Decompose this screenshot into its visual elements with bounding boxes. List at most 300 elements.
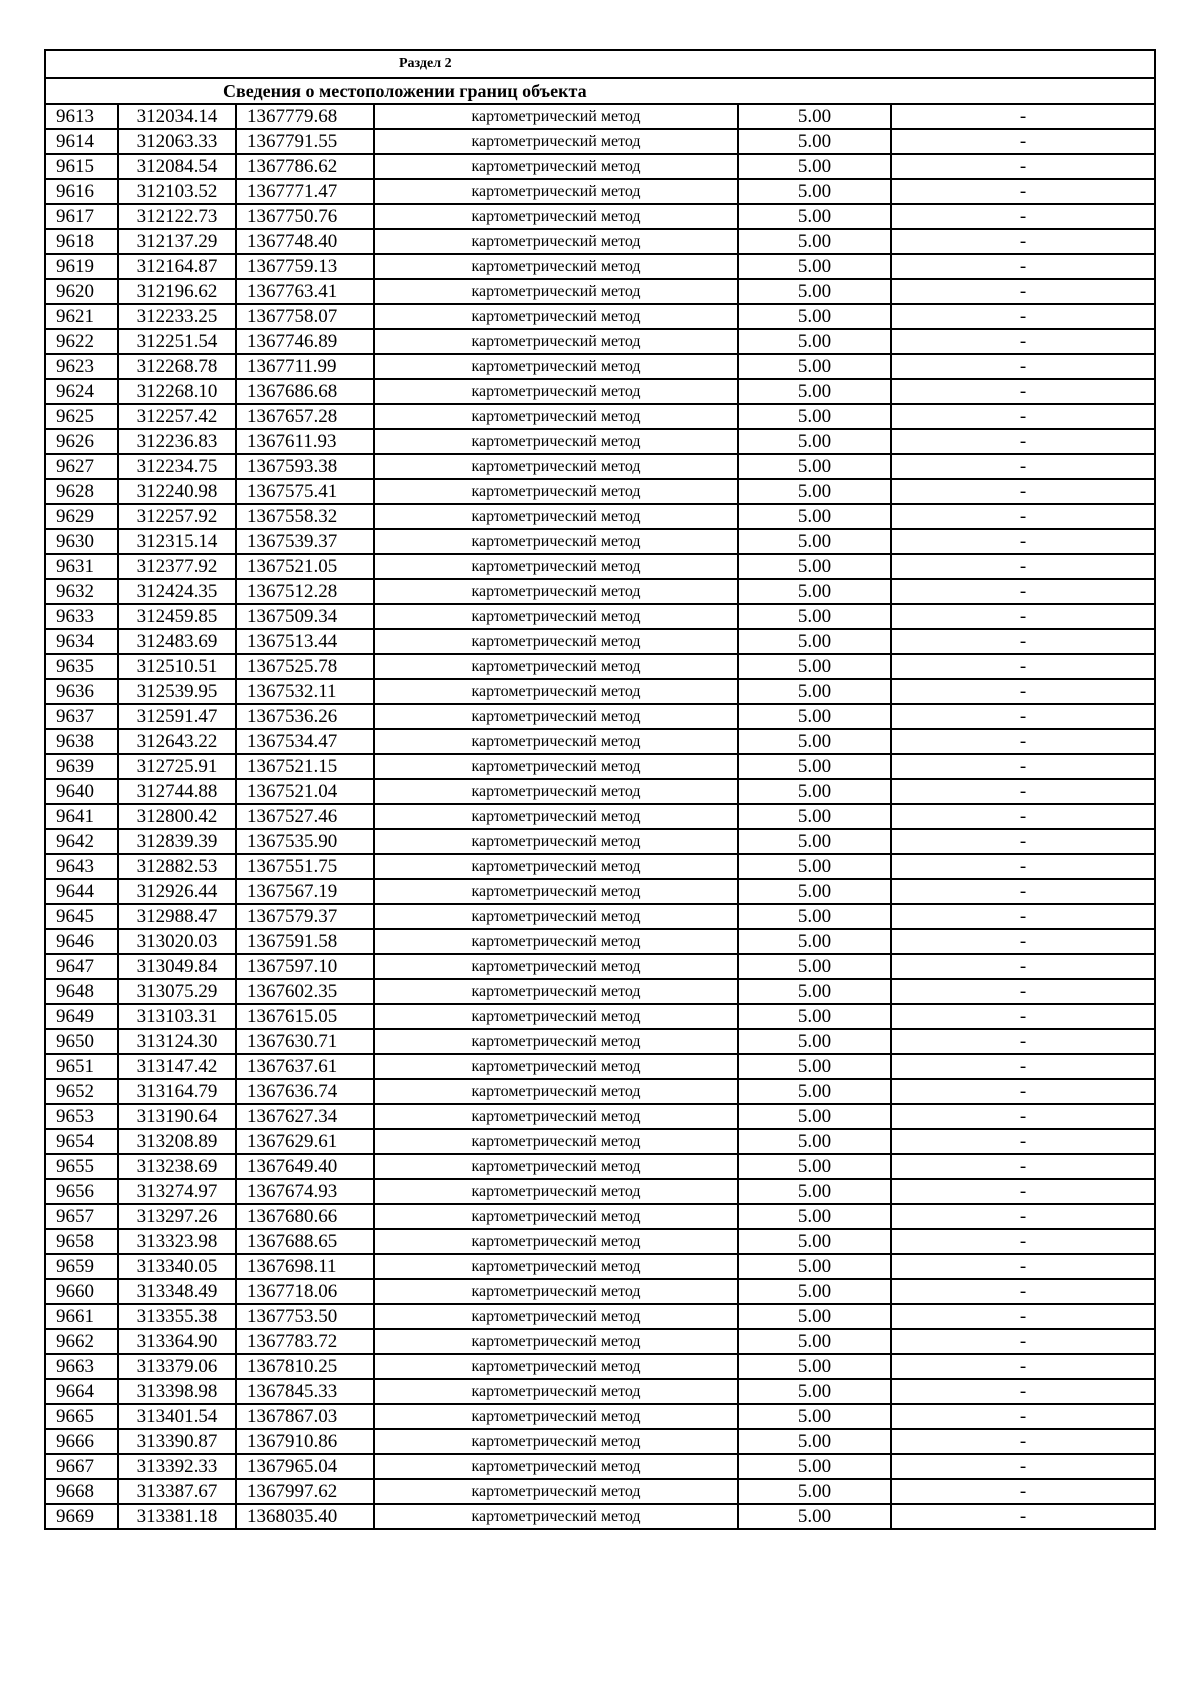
note-cell: - bbox=[891, 1354, 1155, 1379]
note-cell: - bbox=[891, 504, 1155, 529]
coordinate-y: 1367649.40 bbox=[236, 1154, 374, 1179]
coordinate-x: 312233.25 bbox=[118, 304, 236, 329]
note-cell: - bbox=[891, 854, 1155, 879]
accuracy-cell: 5.00 bbox=[738, 1179, 891, 1204]
coordinate-y: 1367629.61 bbox=[236, 1129, 374, 1154]
method-cell: картометрический метод bbox=[374, 779, 738, 804]
point-number: 9635 bbox=[45, 654, 118, 679]
accuracy-cell: 5.00 bbox=[738, 129, 891, 154]
coordinate-x: 312839.39 bbox=[118, 829, 236, 854]
coordinate-y: 1367615.05 bbox=[236, 1004, 374, 1029]
table-row bbox=[45, 1504, 1155, 1529]
coordinate-y: 1367746.89 bbox=[236, 329, 374, 354]
point-number: 9645 bbox=[45, 904, 118, 929]
coordinate-x: 312459.85 bbox=[118, 604, 236, 629]
table-row bbox=[45, 1254, 1155, 1279]
method-cell: картометрический метод bbox=[374, 129, 738, 154]
point-number: 9638 bbox=[45, 729, 118, 754]
table-row bbox=[45, 1379, 1155, 1404]
coordinate-x: 313164.79 bbox=[118, 1079, 236, 1104]
accuracy-cell: 5.00 bbox=[738, 1054, 891, 1079]
table-row bbox=[45, 1029, 1155, 1054]
table-row bbox=[45, 554, 1155, 579]
method-cell: картометрический метод bbox=[374, 1504, 738, 1529]
accuracy-cell: 5.00 bbox=[738, 454, 891, 479]
note-cell: - bbox=[891, 629, 1155, 654]
accuracy-cell: 5.00 bbox=[738, 879, 891, 904]
accuracy-cell: 5.00 bbox=[738, 754, 891, 779]
coordinate-y: 1367509.34 bbox=[236, 604, 374, 629]
note-cell: - bbox=[891, 704, 1155, 729]
coordinate-x: 312063.33 bbox=[118, 129, 236, 154]
note-cell: - bbox=[891, 429, 1155, 454]
accuracy-cell: 5.00 bbox=[738, 804, 891, 829]
point-number: 9633 bbox=[45, 604, 118, 629]
coordinate-y: 1367845.33 bbox=[236, 1379, 374, 1404]
note-cell: - bbox=[891, 1304, 1155, 1329]
coordinate-x: 313348.49 bbox=[118, 1279, 236, 1304]
point-number: 9636 bbox=[45, 679, 118, 704]
note-cell: - bbox=[891, 104, 1155, 129]
coordinate-x: 312800.42 bbox=[118, 804, 236, 829]
point-number: 9621 bbox=[45, 304, 118, 329]
note-cell: - bbox=[891, 804, 1155, 829]
method-cell: картометрический метод bbox=[374, 1029, 738, 1054]
note-cell: - bbox=[891, 254, 1155, 279]
method-cell: картометрический метод bbox=[374, 1079, 738, 1104]
coordinate-x: 313401.54 bbox=[118, 1404, 236, 1429]
coordinate-y: 1367579.37 bbox=[236, 904, 374, 929]
coordinate-y: 1367539.37 bbox=[236, 529, 374, 554]
point-number: 9639 bbox=[45, 754, 118, 779]
coordinate-x: 312251.54 bbox=[118, 329, 236, 354]
accuracy-cell: 5.00 bbox=[738, 329, 891, 354]
accuracy-cell: 5.00 bbox=[738, 904, 891, 929]
coordinate-x: 312122.73 bbox=[118, 204, 236, 229]
method-cell: картометрический метод bbox=[374, 429, 738, 454]
method-cell: картометрический метод bbox=[374, 679, 738, 704]
coordinate-y: 1367698.11 bbox=[236, 1254, 374, 1279]
accuracy-cell: 5.00 bbox=[738, 604, 891, 629]
coordinate-x: 312483.69 bbox=[118, 629, 236, 654]
accuracy-cell: 5.00 bbox=[738, 1454, 891, 1479]
point-number: 9624 bbox=[45, 379, 118, 404]
accuracy-cell: 5.00 bbox=[738, 629, 891, 654]
accuracy-cell: 5.00 bbox=[738, 854, 891, 879]
table-row bbox=[45, 1454, 1155, 1479]
coordinate-x: 312882.53 bbox=[118, 854, 236, 879]
coordinate-y: 1367680.66 bbox=[236, 1204, 374, 1229]
coordinate-x: 313390.87 bbox=[118, 1429, 236, 1454]
method-cell: картометрический метод bbox=[374, 1154, 738, 1179]
note-cell: - bbox=[891, 1229, 1155, 1254]
method-cell: картометрический метод bbox=[374, 529, 738, 554]
method-cell: картометрический метод bbox=[374, 354, 738, 379]
note-cell: - bbox=[891, 529, 1155, 554]
point-number: 9641 bbox=[45, 804, 118, 829]
table-row bbox=[45, 1004, 1155, 1029]
note-cell: - bbox=[891, 829, 1155, 854]
point-number: 9669 bbox=[45, 1504, 118, 1529]
method-cell: картометрический метод bbox=[374, 929, 738, 954]
table-row bbox=[45, 254, 1155, 279]
table-row bbox=[45, 1329, 1155, 1354]
accuracy-cell: 5.00 bbox=[738, 429, 891, 454]
coordinate-y: 1367611.93 bbox=[236, 429, 374, 454]
coordinate-x: 312257.92 bbox=[118, 504, 236, 529]
note-cell: - bbox=[891, 204, 1155, 229]
coordinate-y: 1367575.41 bbox=[236, 479, 374, 504]
note-cell: - bbox=[891, 579, 1155, 604]
coordinate-y: 1367810.25 bbox=[236, 1354, 374, 1379]
point-number: 9630 bbox=[45, 529, 118, 554]
accuracy-cell: 5.00 bbox=[738, 979, 891, 1004]
accuracy-cell: 5.00 bbox=[738, 204, 891, 229]
accuracy-cell: 5.00 bbox=[738, 654, 891, 679]
coordinate-y: 1367521.05 bbox=[236, 554, 374, 579]
method-cell: картометрический метод bbox=[374, 504, 738, 529]
method-cell: картометрический метод bbox=[374, 1404, 738, 1429]
point-number: 9642 bbox=[45, 829, 118, 854]
point-number: 9658 bbox=[45, 1229, 118, 1254]
note-cell: - bbox=[891, 179, 1155, 204]
coordinate-y: 1367791.55 bbox=[236, 129, 374, 154]
method-cell: картометрический метод bbox=[374, 229, 738, 254]
method-cell: картометрический метод bbox=[374, 879, 738, 904]
point-number: 9619 bbox=[45, 254, 118, 279]
note-cell: - bbox=[891, 1379, 1155, 1404]
accuracy-cell: 5.00 bbox=[738, 1329, 891, 1354]
method-cell: картометрический метод bbox=[374, 854, 738, 879]
table-row bbox=[45, 629, 1155, 654]
coordinate-x: 312236.83 bbox=[118, 429, 236, 454]
table-row bbox=[45, 504, 1155, 529]
table-row bbox=[45, 1179, 1155, 1204]
table-row bbox=[45, 729, 1155, 754]
coordinate-x: 313238.69 bbox=[118, 1154, 236, 1179]
note-cell: - bbox=[891, 1454, 1155, 1479]
note-cell: - bbox=[891, 979, 1155, 1004]
note-cell: - bbox=[891, 1429, 1155, 1454]
coordinate-y: 1367779.68 bbox=[236, 104, 374, 129]
point-number: 9616 bbox=[45, 179, 118, 204]
point-number: 9625 bbox=[45, 404, 118, 429]
method-cell: картометрический метод bbox=[374, 979, 738, 1004]
method-cell: картометрический метод bbox=[374, 654, 738, 679]
coordinate-x: 312643.22 bbox=[118, 729, 236, 754]
coordinate-x: 312744.88 bbox=[118, 779, 236, 804]
method-cell: картометрический метод bbox=[374, 704, 738, 729]
coordinate-x: 312103.52 bbox=[118, 179, 236, 204]
coordinate-x: 313355.38 bbox=[118, 1304, 236, 1329]
coordinate-x: 313208.89 bbox=[118, 1129, 236, 1154]
note-cell: - bbox=[891, 604, 1155, 629]
accuracy-cell: 5.00 bbox=[738, 179, 891, 204]
coordinate-x: 312196.62 bbox=[118, 279, 236, 304]
table-row bbox=[45, 1054, 1155, 1079]
point-number: 9643 bbox=[45, 854, 118, 879]
accuracy-cell: 5.00 bbox=[738, 554, 891, 579]
coordinate-y: 1367527.46 bbox=[236, 804, 374, 829]
point-number: 9618 bbox=[45, 229, 118, 254]
table-row bbox=[45, 854, 1155, 879]
accuracy-cell: 5.00 bbox=[738, 1354, 891, 1379]
method-cell: картометрический метод bbox=[374, 1479, 738, 1504]
coordinate-y: 1367786.62 bbox=[236, 154, 374, 179]
coordinate-y: 1367534.47 bbox=[236, 729, 374, 754]
boundary-table bbox=[44, 49, 1156, 1530]
accuracy-cell: 5.00 bbox=[738, 1154, 891, 1179]
point-number: 9666 bbox=[45, 1429, 118, 1454]
point-number: 9632 bbox=[45, 579, 118, 604]
coordinate-x: 313381.18 bbox=[118, 1504, 236, 1529]
table-row bbox=[45, 529, 1155, 554]
point-number: 9648 bbox=[45, 979, 118, 1004]
note-cell: - bbox=[891, 1254, 1155, 1279]
coordinate-y: 1367536.26 bbox=[236, 704, 374, 729]
method-cell: картометрический метод bbox=[374, 629, 738, 654]
note-cell: - bbox=[891, 1179, 1155, 1204]
accuracy-cell: 5.00 bbox=[738, 929, 891, 954]
note-cell: - bbox=[891, 354, 1155, 379]
accuracy-cell: 5.00 bbox=[738, 954, 891, 979]
method-cell: картометрический метод bbox=[374, 904, 738, 929]
note-cell: - bbox=[891, 379, 1155, 404]
table-row bbox=[45, 1104, 1155, 1129]
table-row bbox=[45, 229, 1155, 254]
table-row bbox=[45, 1129, 1155, 1154]
method-cell: картометрический метод bbox=[374, 604, 738, 629]
accuracy-cell: 5.00 bbox=[738, 404, 891, 429]
method-cell: картометрический метод bbox=[374, 1454, 738, 1479]
point-number: 9655 bbox=[45, 1154, 118, 1179]
coordinate-x: 312137.29 bbox=[118, 229, 236, 254]
note-cell: - bbox=[891, 1504, 1155, 1529]
section-row bbox=[45, 50, 1155, 78]
point-number: 9662 bbox=[45, 1329, 118, 1354]
accuracy-cell: 5.00 bbox=[738, 304, 891, 329]
accuracy-cell: 5.00 bbox=[738, 1029, 891, 1054]
table-row bbox=[45, 304, 1155, 329]
accuracy-cell: 5.00 bbox=[738, 729, 891, 754]
note-cell: - bbox=[891, 1279, 1155, 1304]
method-cell: картометрический метод bbox=[374, 454, 738, 479]
coordinate-x: 312084.54 bbox=[118, 154, 236, 179]
coordinate-y: 1368035.40 bbox=[236, 1504, 374, 1529]
table-row bbox=[45, 1479, 1155, 1504]
table-body bbox=[45, 50, 1155, 1529]
note-cell: - bbox=[891, 404, 1155, 429]
coordinate-y: 1367686.68 bbox=[236, 379, 374, 404]
accuracy-cell: 5.00 bbox=[738, 579, 891, 604]
table-row bbox=[45, 479, 1155, 504]
coordinate-x: 312315.14 bbox=[118, 529, 236, 554]
note-cell: - bbox=[891, 154, 1155, 179]
point-number: 9617 bbox=[45, 204, 118, 229]
coordinate-x: 313075.29 bbox=[118, 979, 236, 1004]
table-row bbox=[45, 679, 1155, 704]
coordinate-x: 313392.33 bbox=[118, 1454, 236, 1479]
point-number: 9661 bbox=[45, 1304, 118, 1329]
accuracy-cell: 5.00 bbox=[738, 1429, 891, 1454]
coordinate-x: 312268.10 bbox=[118, 379, 236, 404]
accuracy-cell: 5.00 bbox=[738, 1479, 891, 1504]
coordinate-y: 1367783.72 bbox=[236, 1329, 374, 1354]
point-number: 9640 bbox=[45, 779, 118, 804]
coordinate-y: 1367718.06 bbox=[236, 1279, 374, 1304]
coordinate-y: 1367711.99 bbox=[236, 354, 374, 379]
table-row bbox=[45, 779, 1155, 804]
coordinate-x: 312725.91 bbox=[118, 754, 236, 779]
coordinate-y: 1367688.65 bbox=[236, 1229, 374, 1254]
coordinate-y: 1367637.61 bbox=[236, 1054, 374, 1079]
note-cell: - bbox=[891, 679, 1155, 704]
table-row bbox=[45, 329, 1155, 354]
method-cell: картометрический метод bbox=[374, 1354, 738, 1379]
table-row bbox=[45, 954, 1155, 979]
method-cell: картометрический метод bbox=[374, 1129, 738, 1154]
note-cell: - bbox=[891, 329, 1155, 354]
coordinate-x: 312240.98 bbox=[118, 479, 236, 504]
point-number: 9653 bbox=[45, 1104, 118, 1129]
point-number: 9646 bbox=[45, 929, 118, 954]
table-row bbox=[45, 704, 1155, 729]
table-row bbox=[45, 279, 1155, 304]
table-row bbox=[45, 154, 1155, 179]
method-cell: картометрический метод bbox=[374, 729, 738, 754]
table-row bbox=[45, 579, 1155, 604]
coordinate-y: 1367753.50 bbox=[236, 1304, 374, 1329]
point-number: 9631 bbox=[45, 554, 118, 579]
point-number: 9652 bbox=[45, 1079, 118, 1104]
accuracy-cell: 5.00 bbox=[738, 379, 891, 404]
point-number: 9659 bbox=[45, 1254, 118, 1279]
accuracy-cell: 5.00 bbox=[738, 279, 891, 304]
coordinate-y: 1367558.32 bbox=[236, 504, 374, 529]
accuracy-cell: 5.00 bbox=[738, 504, 891, 529]
method-cell: картометрический метод bbox=[374, 204, 738, 229]
coordinate-x: 312257.42 bbox=[118, 404, 236, 429]
point-number: 9634 bbox=[45, 629, 118, 654]
section-label: Раздел 2 bbox=[45, 50, 1155, 78]
point-number: 9664 bbox=[45, 1379, 118, 1404]
point-number: 9654 bbox=[45, 1129, 118, 1154]
point-number: 9649 bbox=[45, 1004, 118, 1029]
note-cell: - bbox=[891, 954, 1155, 979]
note-cell: - bbox=[891, 729, 1155, 754]
coordinate-x: 313103.31 bbox=[118, 1004, 236, 1029]
note-cell: - bbox=[891, 129, 1155, 154]
table-row bbox=[45, 129, 1155, 154]
accuracy-cell: 5.00 bbox=[738, 779, 891, 804]
method-cell: картометрический метод bbox=[374, 1304, 738, 1329]
note-cell: - bbox=[891, 304, 1155, 329]
method-cell: картометрический метод bbox=[374, 1429, 738, 1454]
coordinate-y: 1367759.13 bbox=[236, 254, 374, 279]
note-cell: - bbox=[891, 554, 1155, 579]
coordinate-x: 313379.06 bbox=[118, 1354, 236, 1379]
note-cell: - bbox=[891, 1479, 1155, 1504]
point-number: 9668 bbox=[45, 1479, 118, 1504]
coordinate-x: 313398.98 bbox=[118, 1379, 236, 1404]
note-cell: - bbox=[891, 779, 1155, 804]
note-cell: - bbox=[891, 1004, 1155, 1029]
point-number: 9613 bbox=[45, 104, 118, 129]
method-cell: картометрический метод bbox=[374, 829, 738, 854]
note-cell: - bbox=[891, 904, 1155, 929]
point-number: 9657 bbox=[45, 1204, 118, 1229]
table-row bbox=[45, 204, 1155, 229]
accuracy-cell: 5.00 bbox=[738, 254, 891, 279]
point-number: 9614 bbox=[45, 129, 118, 154]
method-cell: картометрический метод bbox=[374, 304, 738, 329]
table-row bbox=[45, 179, 1155, 204]
method-cell: картометрический метод bbox=[374, 379, 738, 404]
note-cell: - bbox=[891, 1104, 1155, 1129]
accuracy-cell: 5.00 bbox=[738, 1379, 891, 1404]
coordinate-y: 1367771.47 bbox=[236, 179, 374, 204]
note-cell: - bbox=[891, 754, 1155, 779]
coordinate-y: 1367674.93 bbox=[236, 1179, 374, 1204]
method-cell: картометрический метод bbox=[374, 1329, 738, 1354]
table-row bbox=[45, 1279, 1155, 1304]
accuracy-cell: 5.00 bbox=[738, 1404, 891, 1429]
method-cell: картометрический метод bbox=[374, 179, 738, 204]
point-number: 9667 bbox=[45, 1454, 118, 1479]
coordinate-y: 1367763.41 bbox=[236, 279, 374, 304]
point-number: 9615 bbox=[45, 154, 118, 179]
accuracy-cell: 5.00 bbox=[738, 1104, 891, 1129]
point-number: 9650 bbox=[45, 1029, 118, 1054]
accuracy-cell: 5.00 bbox=[738, 104, 891, 129]
method-cell: картометрический метод bbox=[374, 1379, 738, 1404]
note-cell: - bbox=[891, 279, 1155, 304]
note-cell: - bbox=[891, 1029, 1155, 1054]
method-cell: картометрический метод bbox=[374, 404, 738, 429]
coordinate-y: 1367910.86 bbox=[236, 1429, 374, 1454]
coordinate-y: 1367513.44 bbox=[236, 629, 374, 654]
table-row bbox=[45, 1429, 1155, 1454]
table-row bbox=[45, 404, 1155, 429]
method-cell: картометрический метод bbox=[374, 754, 738, 779]
method-cell: картометрический метод bbox=[374, 1179, 738, 1204]
table-row bbox=[45, 1304, 1155, 1329]
coordinate-x: 312424.35 bbox=[118, 579, 236, 604]
coordinate-x: 312164.87 bbox=[118, 254, 236, 279]
note-cell: - bbox=[891, 1329, 1155, 1354]
accuracy-cell: 5.00 bbox=[738, 154, 891, 179]
coordinate-x: 313274.97 bbox=[118, 1179, 236, 1204]
coordinate-x: 313340.05 bbox=[118, 1254, 236, 1279]
accuracy-cell: 5.00 bbox=[738, 829, 891, 854]
point-number: 9644 bbox=[45, 879, 118, 904]
accuracy-cell: 5.00 bbox=[738, 479, 891, 504]
accuracy-cell: 5.00 bbox=[738, 229, 891, 254]
coordinate-x: 312268.78 bbox=[118, 354, 236, 379]
table-row bbox=[45, 604, 1155, 629]
point-number: 9622 bbox=[45, 329, 118, 354]
coordinate-y: 1367521.04 bbox=[236, 779, 374, 804]
method-cell: картометрический метод bbox=[374, 1204, 738, 1229]
coordinate-x: 312926.44 bbox=[118, 879, 236, 904]
method-cell: картометрический метод bbox=[374, 1004, 738, 1029]
method-cell: картометрический метод bbox=[374, 154, 738, 179]
title-row bbox=[45, 78, 1155, 104]
table-row bbox=[45, 904, 1155, 929]
table-row bbox=[45, 654, 1155, 679]
table-title: Сведения о местоположении границ объекта bbox=[45, 78, 1155, 104]
table-row bbox=[45, 1154, 1155, 1179]
